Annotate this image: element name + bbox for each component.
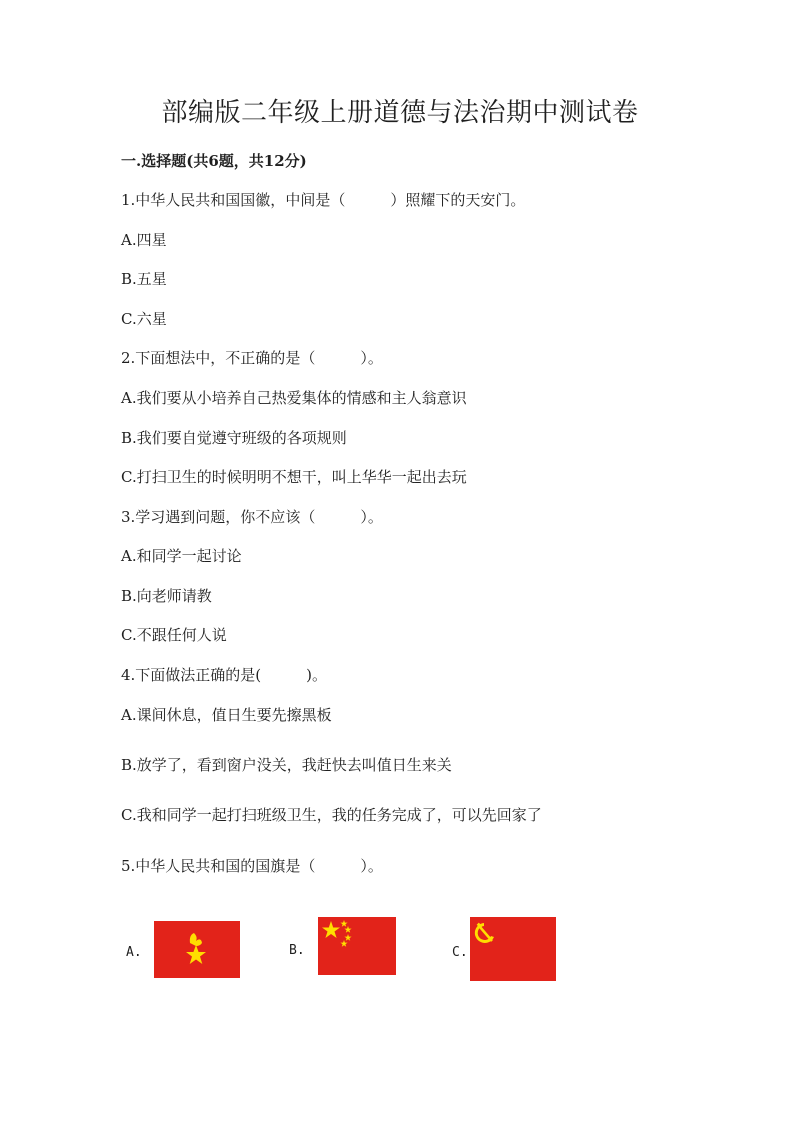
question-5-stem: 5.中华人民共和国的国旗是（ ）。 [121,857,383,875]
party-flag-icon [470,917,556,981]
five-star-flag-icon [318,917,396,975]
question-1-option-b: B.五星 [121,270,167,288]
question-3-option-c: C.不跟任何人说 [121,626,227,644]
question-2-option-b: B.我们要自觉遵守班级的各项规则 [121,429,347,447]
question-1-option-c: C.六星 [121,310,167,328]
question-2-stem: 2.下面想法中，不正确的是（ ）。 [121,349,383,367]
pioneer-flag-icon [154,921,240,978]
question-4-option-a: A.课间休息，值日生要先擦黑板 [121,706,332,724]
flag-option-a-label: A. [126,945,142,960]
question-4-option-c: C.我和同学一起打扫班级卫生，我的任务完成了，可以先回家了 [121,806,542,824]
flag-option-c-label: C. [452,945,468,960]
flag-option-b-label: B. [289,943,305,958]
question-3-option-a: A.和同学一起讨论 [121,547,242,565]
question-1-stem: 1.中华人民共和国国徽，中间是（ ）照耀下的天安门。 [121,191,526,209]
page-title: 部编版二年级上册道德与法治期中测试卷 [161,98,639,128]
question-2-option-a: A.我们要从小培养自己热爱集体的情感和主人翁意识 [121,389,467,407]
section-heading: 一.选择题(共6题，共12分) [121,152,307,170]
question-4-stem: 4.下面做法正确的是( )。 [121,666,328,684]
question-2-option-c: C.打扫卫生的时候明明不想干，叫上华华一起出去玩 [121,468,467,486]
question-3-option-b: B.向老师请教 [121,587,212,605]
question-1-option-a: A.四星 [121,231,167,249]
question-4-option-b: B.放学了，看到窗户没关，我赶快去叫值日生来关 [121,756,452,774]
question-3-stem: 3.学习遇到问题，你不应该（ ）。 [121,508,383,526]
